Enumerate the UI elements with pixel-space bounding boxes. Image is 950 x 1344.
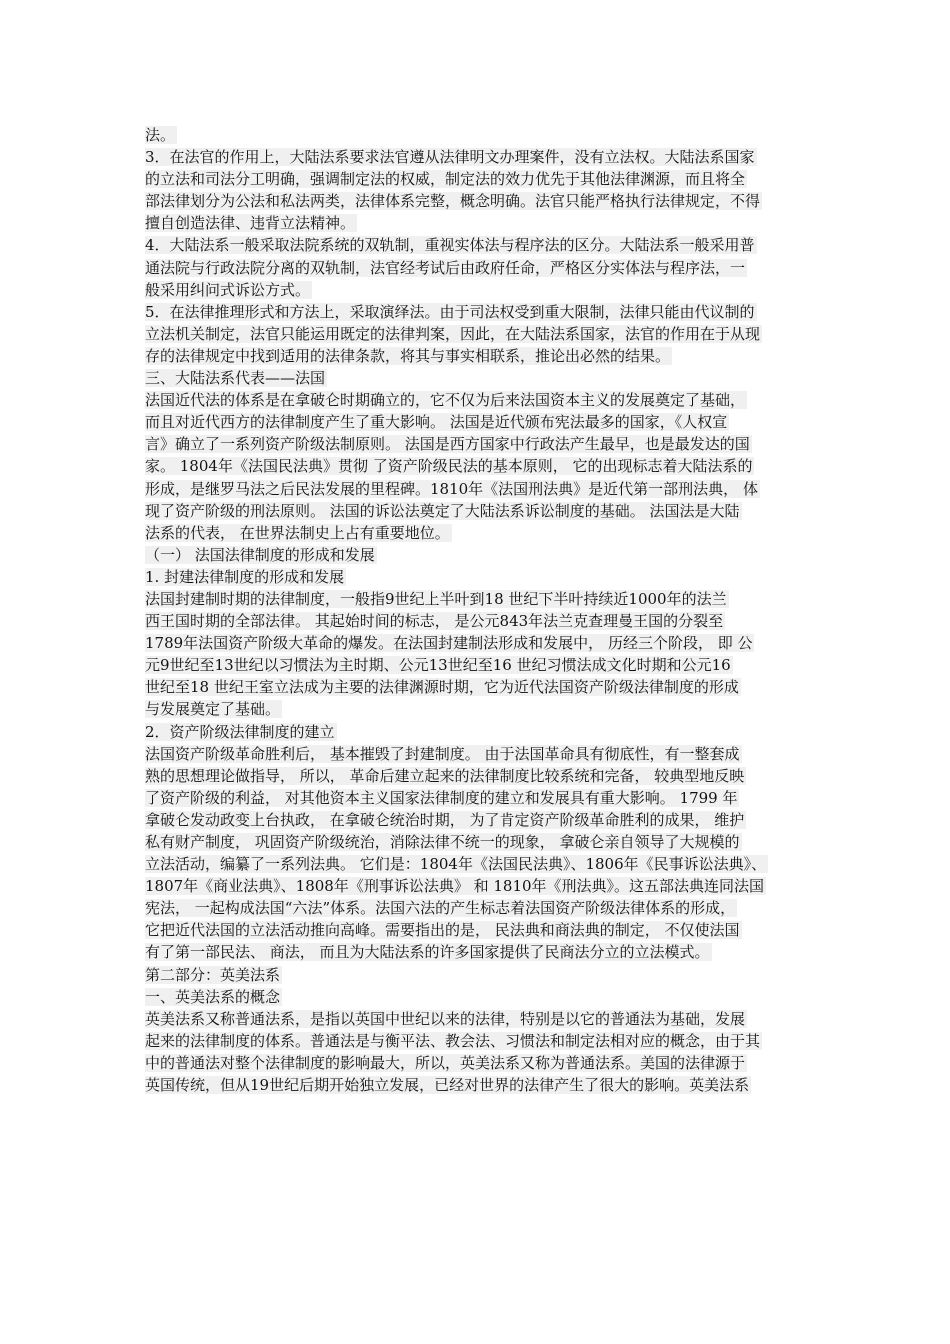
text-line-content: 通法院与行政法院分离的双轨制，法官经考试后由政府任命，严格区分实体法与程序法，一	[145, 258, 746, 277]
text-line	[145, 1074, 810, 1096]
text-line-content: 现了资产阶级的刑法原则。 法国的诉讼法奠定了大陆法系诉讼制度的基础。 法国法是大陆	[145, 501, 740, 520]
text-line-content: 熟的思想理论做指导， 所以， 革命后建立起来的法律制度比较系统和完备， 较典型地反映	[145, 766, 745, 785]
text-line	[145, 875, 810, 897]
text-line-content: 的立法和司法分工明确，强调制定法的权威，制定法的效力优先于其他法律渊源，而且将全	[145, 170, 746, 189]
text-line	[145, 787, 810, 809]
text-line	[145, 919, 810, 941]
text-line	[145, 831, 810, 853]
text-line-content: 拿破仑发动政变上台执政， 在拿破仑统治时期， 为了肯定资产阶级革命胜利的成果， 维护	[145, 810, 745, 829]
text-line	[145, 124, 810, 146]
text-line	[145, 610, 810, 632]
text-line	[145, 765, 810, 787]
text-line-content: 1807年《商业法典》、1808年《刑事诉讼法典》 和 1810年《刑法典》。这五部法典连同法国	[145, 877, 765, 896]
text-line-content: 一、英美法系的概念	[145, 987, 281, 1006]
text-line	[145, 279, 810, 301]
text-line	[145, 566, 810, 588]
text-line-content: 有了第一部民法、 商法， 而且为大陆法系的许多国家提供了民商法分立的立法模式。	[145, 943, 710, 962]
text-line	[145, 168, 810, 190]
text-line	[145, 367, 810, 389]
text-line	[145, 212, 810, 234]
text-line-content: 与发展奠定了基础。	[145, 700, 281, 719]
text-line	[145, 500, 810, 522]
text-line-content: 1. 封建法律制度的形成和发展	[145, 567, 345, 586]
text-line-content: 而且对近代西方的法律制度产生了重大影响。 法国是近代颁布宪法最多的国家，《人权宣	[145, 413, 728, 432]
text-line	[145, 809, 810, 831]
text-line	[145, 544, 810, 566]
text-line	[145, 345, 810, 367]
text-line-content: 立法机关制定，法官只能运用既定的法律判案，因此，在大陆法系国家，法官的作用在于从现	[145, 324, 761, 343]
text-line-content: 西王国时期的全部法律。 其起始时间的标志， 是公元843年法兰克查理曼王国的分裂至	[145, 612, 724, 631]
text-line	[145, 588, 810, 610]
text-line-content: 世纪至18 世纪王室立法成为主要的法律渊源时期，它为近代法国资产阶级法律制度的形成	[145, 678, 739, 697]
text-line-content: 形成，是继罗马法之后民法发展的里程碑。1810年《法国刑法典》是近代第一部刑法典， 体	[145, 479, 758, 498]
text-line-content: 言》确立了一系列资产阶级法制原则。 法国是西方国家中行政法产生最早，也是最发达的国	[145, 435, 750, 454]
text-line-content: 它把近代法国的立法活动推向高峰。需要指出的是， 民法典和商法典的制定， 不仅使法国	[145, 921, 740, 940]
text-line-content: 第二部分：英美法系	[145, 965, 281, 984]
text-line-content: 法国近代法的体系是在拿破仑时期确立的，它不仅为后来法国资本主义的发展奠定了基础，	[145, 391, 746, 410]
text-line	[145, 743, 810, 765]
text-line-content: 中的普通法对整个法律制度的影响最大，所以，英美法系又称为普通法系。美国的法律源于	[145, 1053, 746, 1072]
text-line	[145, 257, 810, 279]
text-line-content: 存的法律规定中找到适用的法律条款，将其与事实相联系，推论出必然的结果。	[145, 346, 671, 365]
text-line-content: 元9世纪至13世纪以习惯法为主时期、公元13世纪至16 世纪习惯法成文化时期和公元16	[145, 656, 731, 675]
text-line-content: 法国封建制时期的法律制度，一般指9世纪上半叶到18 世纪下半叶持续近1000年的法兰	[145, 589, 727, 608]
text-line	[145, 301, 810, 323]
text-line-content: 3．在法官的作用上，大陆法系要求法官遵从法律明文办理案件，没有立法权。大陆法系国家	[145, 148, 755, 167]
text-line-content: 般采用纠问式诉讼方式。	[145, 280, 311, 299]
text-line-content: 私有财产制度， 巩固资产阶级统治，消除法律不统一的现象， 拿破仑亲自领导了大规模的	[145, 833, 740, 851]
text-line	[145, 654, 810, 676]
text-line-content: 部法律划分为公法和私法两类，法律体系完整，概念明确。法官只能严格执行法律规定，不得	[145, 192, 761, 211]
text-line	[145, 522, 810, 544]
text-line-content: 了资产阶级的利益， 对其他资本主义国家法律制度的建立和发展具有重大影响。 1799 年	[145, 788, 738, 807]
text-line-content: 英国传统，但从19世纪后期开始独立发展，已经对世界的法律产生了很大的影响。英美法系	[145, 1076, 750, 1095]
text-line	[145, 1030, 810, 1052]
text-line	[145, 632, 810, 654]
text-line-content: 1789年法国资产阶级大革命的爆发。在法国封建制法形成和发展中， 历经三个阶段， 即 公	[145, 634, 753, 653]
text-line	[145, 146, 810, 168]
text-line-content: 起来的法律制度的体系。普通法是与衡平法、教会法、习惯法和制定法相对应的概念，由于其	[145, 1031, 761, 1050]
text-line-content: （一） 法国法律制度的形成和发展	[145, 545, 375, 564]
text-line-content: 宪法， 一起构成法国“六法”体系。法国六法的产生标志着法国资产阶级法律体系的形成，	[145, 899, 736, 918]
document-page	[145, 124, 810, 1096]
text-line	[145, 190, 810, 212]
text-line-content: 三、大陆法系代表——法国	[145, 369, 326, 388]
text-line-content: 法。	[145, 126, 176, 144]
text-line	[145, 721, 810, 743]
text-line-content: 立法活动，编纂了一系列法典。 它们是：1804年《法国民法典》、1806年《民事诉讼法典》、	[145, 855, 767, 874]
text-line	[145, 964, 810, 986]
text-line-content: 法系的代表， 在世界法制史上占有重要地位。	[145, 523, 450, 542]
text-line-content: 家。 1804年《法国民法典》贯彻 了资产阶级民法的基本原则， 它的出现标志着大陆法系的	[145, 457, 753, 476]
text-line	[145, 698, 810, 720]
text-line	[145, 234, 810, 256]
text-line	[145, 455, 810, 477]
text-line-content: 擅自创造法律、违背立法精神。	[145, 214, 356, 233]
text-line	[145, 853, 810, 875]
text-line-content: 英美法系又称普通法系，是指以英国中世纪以来的法律，特别是以它的普通法为基础，发展	[145, 1009, 746, 1028]
text-line-content: 法国资产阶级革命胜利后， 基本摧毁了封建制度。 由于法国革命具有彻底性，有一整套成	[145, 744, 740, 763]
text-line	[145, 478, 810, 500]
text-line-content: 5．在法律推理形式和方法上，采取演绎法。由于司法权受到重大限制，法律只能由代议制的	[145, 302, 755, 321]
text-line	[145, 941, 810, 963]
text-line	[145, 1052, 810, 1074]
text-line-content: 2．资产阶级法律制度的建立	[145, 722, 335, 741]
text-line-content: 4．大陆法系一般采取法院系统的双轨制，重视实体法与程序法的区分。大陆法系一般采用普	[145, 236, 755, 255]
text-line	[145, 323, 810, 345]
text-line	[145, 986, 810, 1008]
text-line	[145, 433, 810, 455]
text-line	[145, 411, 810, 433]
text-line	[145, 897, 810, 919]
text-line	[145, 1008, 810, 1030]
text-line	[145, 389, 810, 411]
text-line	[145, 676, 810, 698]
